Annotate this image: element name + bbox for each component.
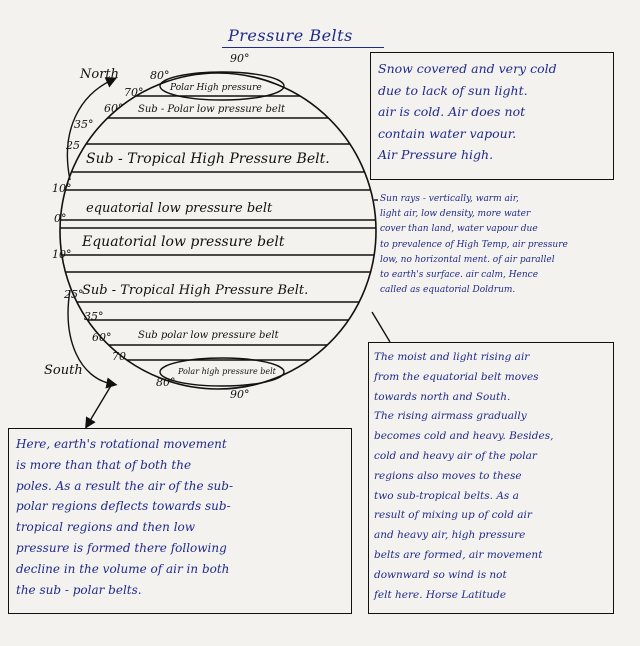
lat-zero: 0° [54,212,67,225]
lat-s25: 25° [64,288,84,301]
lat-n25: 25 [66,139,80,152]
north-label: North [80,67,120,82]
polar-note: Snow covered and very cold due to lack of sun light. air is cold. Air does not contain water vapour. Air Pressure high. [378,61,557,162]
belt-equatorial-low-2: Equatorial low pressure belt [82,234,285,250]
lat-top-90: 90° [230,52,250,65]
subtropical-note: The moist and light rising air from the equatorial belt moves towards north and South. The rising airmass gradually becomes cold and heavy. Besides, cold and heavy air of the polar regions also moves to these two sub-tropical belts. As a result of mixing up of cold air and heavy air, high pressure belts are formed, air movement downward so wind is not felt here. Horse Latitude [374,351,554,601]
equatorial-note: Sun rays - vertically, warm air, light air, low density, more water cover than land, water vapour due to prevalence of High Temp, air pressure low, no horizontal ment. of air parallel to earth's surface. air calm, Hence called as equatorial Doldrum. [380,194,568,296]
lat-n35: 35° [74,118,94,131]
belt-polar-high-north: Polar High pressure [170,83,262,93]
belt-sub-tropical-high-south: Sub - Tropical High Pressure Belt. [82,283,309,298]
subpolar-note: Here, earth's rotational movement is more than that of both the poles. As a result the air of the sub- polar regions deflects towards sub- tropical regions and then low pressure is formed there following decline in the volume of air in both the sub - polar belts. [16,437,234,597]
lat-s60: 60° [92,331,112,344]
lat-n70: 70° [124,86,144,99]
belt-sub-polar-low-north: Sub - Polar low pressure belt [138,104,286,115]
lat-s80: 80° [156,376,176,389]
belt-equatorial-low-1: equatorial low pressure belt [86,201,273,216]
south-down-arrow [88,384,112,424]
lat-s70: 70 [112,350,126,363]
lat-n10: 10° [52,182,72,195]
lat-s10: 10° [52,248,72,261]
lat-n80: 80° [150,69,170,82]
page-title: Pressure Belts [228,26,353,45]
belt-polar-high-south: Polar high pressure belt [178,367,276,376]
lat-bottom-90: 90° [230,388,250,401]
pointer-to-subtropical-note [372,312,390,342]
belt-sub-tropical-high-north: Sub - Tropical High Pressure Belt. [86,151,330,167]
south-label: South [44,363,83,378]
belt-sub-polar-low-south: Sub polar low pressure belt [138,330,279,341]
lat-n60: 60° [104,102,124,115]
lat-s35: 35° [84,310,104,323]
